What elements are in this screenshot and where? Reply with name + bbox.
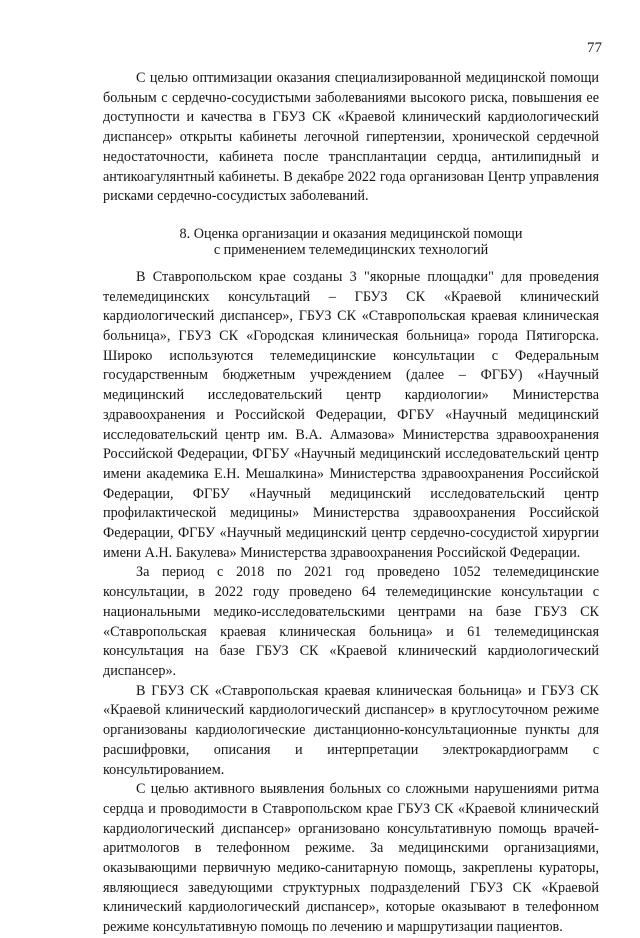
section-heading-line-1: 8. Оценка организации и оказания медицинской помощи [179,225,523,242]
section-heading [103,226,599,258]
document-body [103,69,599,938]
paragraph-consultation-stats: За период с 2018 по 2021 год проведено 1052 телемедицинские консультации, в 2022 году проведено 64 телемедицинские консультации с национальными медико-исследовательскими центрами на базе ГБУЗ СК «Ставропольская краевая клиническая больница» и 61 телемедицинская консультация на базе ГБУЗ СК «Краевой клинический кардиологический диспансер». [103,564,599,679]
intro-paragraph: С целью оптимизации оказания специализированной медицинской помощи больным с сердечно-сосудистыми заболеваниями высокого риска, повышения ее доступности и качества в ГБУЗ СК «Краевой клинический кардиологический диспансер» открыты кабинеты легочной гипертензии, хронической сердечной недостаточности, кабинета после трансплантации сердца, антилипидный и антикоагулянтный кабинеты. В декабре 2022 года организован Центр управления рисками сердечно-сосудистых заболеваний. [103,70,599,205]
page-number: 77 [587,40,602,56]
paragraph-anchor-sites: В Ставропольском крае созданы 3 "якорные площадки" для проведения телемедицинских консультаций – ГБУЗ СК «Краевой клинический кардиологический диспансер», ГБУЗ СК «Ставропольская краевая клиническая больница», ГБУЗ СК «Городская клиническая больница» города Пятигорска. Широко используются телемедицинские консультации с Федеральным государственным бюджетным учреждением (далее – ФГБУ) «Научный медицинский исследовательский центр кардиологии» Министерства здравоохранения и Российской Федерации, ФГБУ «Научный медицинский исследовательский центр им. В.А. Алмазова» Министерства здравоохранения Российской Федерации, ФГБУ «Научный медицинский исследовательский центр имени академика Е.Н. Мешалкина» Министерства здравоохранения Российской Федерации, ФГБУ «Научный медицинский исследовательский центр профилактической медицины» Министерства здравоохранения Российской Федерации, ФГБУ «Научный медицинский центр сердечно-сосудистой хирургии имени А.Н. Бакулева» Министерства здравоохранения Российской Федерации. [103,268,599,561]
section-heading-line-2: с применением телемедицинских технологий [213,241,489,258]
paragraph-ecg-points: В ГБУЗ СК «Ставропольская краевая клиническая больница» и ГБУЗ СК «Краевой клинический кардиологический диспансер» в круглосуточном режиме организованы кардиологические дистанционно-консультационные пункты для расшифровки, описания и интерпретации электрокардиограмм с консультированием. [103,682,599,778]
paragraph-arrhythmia-help: С целью активного выявления больных со сложными нарушениями ритма сердца и проводимости в Ставропольском крае ГБУЗ СК «Краевой клинический кардиологический диспансер» организовано консультативную помощь врачей-аритмологов в телефонном режиме. За медицинскими организациями, оказывающими первичную медико-санитарную помощь, закреплены кураторы, являющиеся заведующими структурных подразделений ГБУЗ СК «Краевой клинический кардиологический диспансер», которые оказывают в телефонном режиме консультативную помощь по лечению и маршрутизации пациентов. [103,781,599,936]
